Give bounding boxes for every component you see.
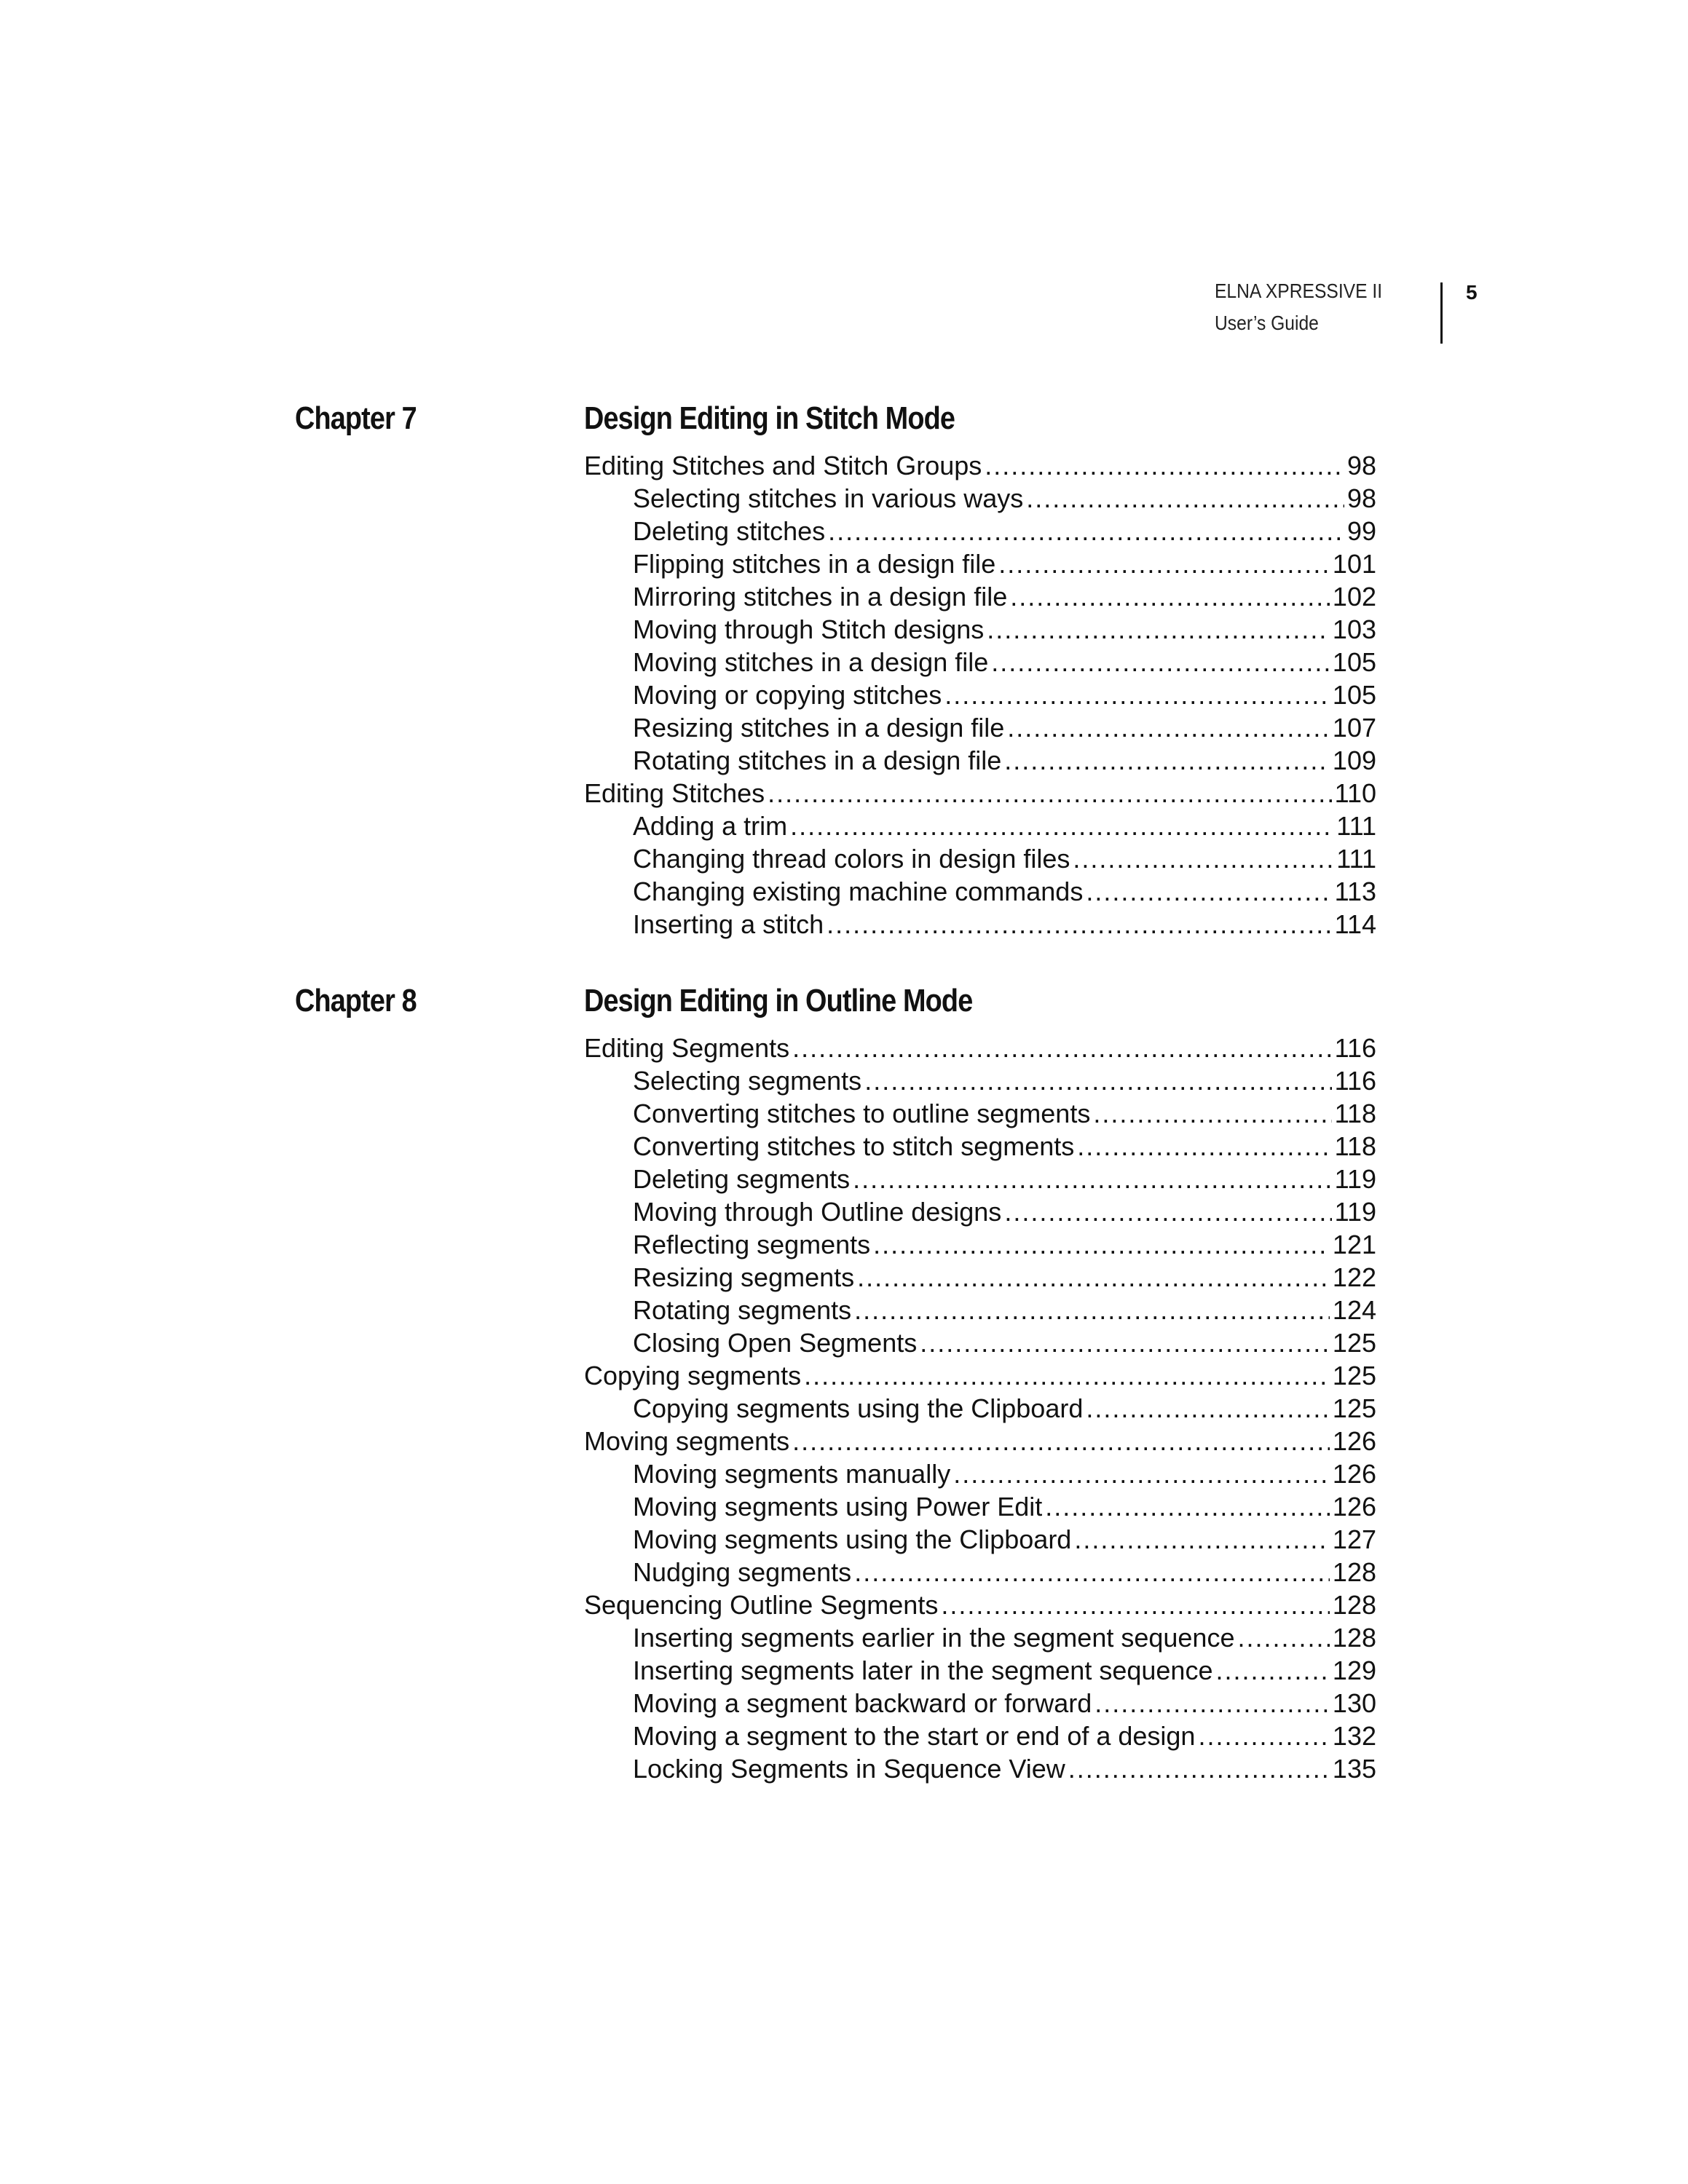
toc-entry[interactable] <box>584 1032 1376 1064</box>
toc-entry-title: Resizing stitches in a design file <box>633 713 1005 743</box>
toc-entry-title: Moving segments <box>584 1426 790 1456</box>
toc-entry-page: 109 <box>1332 745 1376 775</box>
toc-entry-page: 125 <box>1332 1361 1376 1390</box>
toc-entry[interactable] <box>584 1720 1376 1752</box>
toc-entry-title: Flipping stitches in a design file <box>633 549 996 579</box>
toc-entry-page: 110 <box>1334 778 1376 808</box>
dot-leader <box>1045 1490 1330 1523</box>
dot-leader <box>1004 1195 1331 1228</box>
dot-leader <box>1004 744 1330 777</box>
toc-entry-title: Sequencing Outline Segments <box>584 1590 939 1620</box>
toc-entry-title: Nudging segments <box>633 1557 852 1587</box>
toc-entry[interactable] <box>584 1228 1376 1261</box>
toc-entry[interactable] <box>584 1130 1376 1163</box>
dot-leader <box>854 1556 1330 1588</box>
dot-leader <box>920 1326 1330 1359</box>
toc-list <box>584 449 1376 941</box>
toc-entry-title: Editing Stitches and Stitch Groups <box>584 451 982 480</box>
toc-entry-title: Moving a segment to the start or end of a design <box>633 1721 1196 1751</box>
dot-leader <box>1095 1687 1330 1720</box>
toc-entry-title: Inserting segments earlier in the segment sequence <box>633 1623 1235 1653</box>
running-header <box>1215 275 1477 348</box>
dot-leader <box>873 1228 1330 1261</box>
toc-entry-title: Deleting segments <box>633 1164 851 1194</box>
toc-entry[interactable] <box>584 842 1376 875</box>
toc-entry-title: Converting stitches to outline segments <box>633 1099 1091 1128</box>
toc-entry-page: 121 <box>1332 1230 1376 1259</box>
dot-leader <box>998 547 1330 580</box>
toc-entry[interactable] <box>584 1654 1376 1687</box>
toc-entry[interactable] <box>584 711 1376 744</box>
toc-entry-title: Converting stitches to stitch segments <box>633 1131 1075 1161</box>
toc-entry[interactable] <box>584 482 1376 515</box>
toc-entry-page: 116 <box>1334 1033 1376 1063</box>
toc-entry-page: 111 <box>1336 844 1376 874</box>
dot-leader <box>828 515 1344 547</box>
toc-entry-title: Adding a trim <box>633 811 788 841</box>
header-guide-name: User’s Guide <box>1215 312 1319 334</box>
toc-entry-page: 128 <box>1332 1590 1376 1620</box>
dot-leader <box>1198 1720 1329 1752</box>
chapter-label: Chapter 7 <box>295 400 417 436</box>
page-number: 5 <box>1466 281 1478 304</box>
toc-entry[interactable] <box>584 678 1376 711</box>
toc-entry[interactable] <box>584 1523 1376 1556</box>
toc-entry-page: 125 <box>1332 1328 1376 1358</box>
toc-entry-page: 122 <box>1332 1262 1376 1292</box>
toc-entry[interactable] <box>584 613 1376 646</box>
dot-leader <box>790 810 1333 842</box>
dot-leader <box>768 777 1331 810</box>
toc-entry-page: 119 <box>1334 1164 1376 1194</box>
toc-entry[interactable] <box>584 908 1376 941</box>
dot-leader <box>944 678 1330 711</box>
toc-entry-title: Moving through Stitch designs <box>633 614 985 644</box>
dot-leader <box>792 1425 1330 1457</box>
toc-entry[interactable] <box>584 515 1376 547</box>
toc-entry-title: Inserting segments later in the segment sequence <box>633 1655 1213 1685</box>
toc-entry-page: 118 <box>1334 1099 1376 1128</box>
dot-leader <box>1026 482 1344 515</box>
toc-entry-page: 98 <box>1346 451 1376 480</box>
chapter-title: Design Editing in Stitch Mode <box>584 400 955 436</box>
toc-entry-page: 127 <box>1332 1524 1376 1554</box>
toc-entry[interactable] <box>584 547 1376 580</box>
toc-entry-title: Rotating stitches in a design file <box>633 745 1002 775</box>
toc-entry[interactable] <box>584 744 1376 777</box>
toc-entry-page: 129 <box>1332 1655 1376 1685</box>
toc-entry-page: 126 <box>1332 1459 1376 1489</box>
toc-entry-title: Inserting a stitch <box>633 909 824 939</box>
dot-leader <box>1093 1097 1331 1130</box>
toc-entry-page: 116 <box>1334 1066 1376 1096</box>
toc-entry[interactable] <box>584 1425 1376 1457</box>
toc-entry-page: 128 <box>1332 1557 1376 1587</box>
dot-leader <box>853 1163 1331 1195</box>
dot-leader <box>827 908 1331 941</box>
toc-entry-title: Locking Segments in Sequence View <box>633 1754 1065 1784</box>
toc-entry[interactable] <box>584 1588 1376 1621</box>
dot-leader <box>1007 711 1330 744</box>
toc-entry-page: 105 <box>1332 647 1376 677</box>
toc-entry-title: Copying segments using the Clipboard <box>633 1393 1084 1423</box>
toc-entry-title: Editing Segments <box>584 1033 790 1063</box>
toc-entry[interactable] <box>584 1621 1376 1654</box>
toc-entry-page: 102 <box>1332 582 1376 612</box>
dot-leader <box>985 449 1344 482</box>
toc-entry[interactable] <box>584 777 1376 810</box>
dot-leader <box>857 1261 1330 1294</box>
toc-entry-page: 101 <box>1332 549 1376 579</box>
toc-list <box>584 1032 1376 1785</box>
toc-entry[interactable] <box>584 1163 1376 1195</box>
dot-leader <box>1086 875 1331 908</box>
toc-entry[interactable] <box>584 1326 1376 1359</box>
dot-leader <box>864 1064 1331 1097</box>
dot-leader <box>804 1359 1330 1392</box>
toc-entry-title: Editing Stitches <box>584 778 765 808</box>
toc-entry-page: 105 <box>1332 680 1376 710</box>
toc-entry-page: 130 <box>1332 1688 1376 1718</box>
toc-entry-page: 126 <box>1332 1426 1376 1456</box>
toc-entry[interactable] <box>584 580 1376 613</box>
toc-entry[interactable] <box>584 1490 1376 1523</box>
toc-entry[interactable] <box>584 1392 1376 1425</box>
dot-leader <box>953 1457 1330 1490</box>
dot-leader <box>1074 1523 1330 1556</box>
dot-leader <box>991 646 1330 678</box>
toc-entry-page: 114 <box>1334 909 1376 939</box>
toc-entry-title: Resizing segments <box>633 1262 855 1292</box>
toc-entry-title: Reflecting segments <box>633 1230 871 1259</box>
toc-entry[interactable] <box>584 1752 1376 1785</box>
toc-entry-title: Rotating segments <box>633 1295 852 1325</box>
toc-entry-page: 111 <box>1336 811 1376 841</box>
toc-entry-title: Moving or copying stitches <box>633 680 942 710</box>
toc-entry[interactable] <box>584 449 1376 482</box>
toc-entry-page: 103 <box>1332 614 1376 644</box>
toc-entry-title: Moving stitches in a design file <box>633 647 989 677</box>
toc-entry[interactable] <box>584 1359 1376 1392</box>
toc-entry-page: 128 <box>1332 1623 1376 1653</box>
toc-entry-title: Changing existing machine commands <box>633 877 1084 906</box>
toc-entry[interactable] <box>584 646 1376 678</box>
toc-entry-title: Changing thread colors in design files <box>633 844 1070 874</box>
toc-entry-page: 118 <box>1334 1131 1376 1161</box>
toc-entry-page: 113 <box>1334 877 1376 906</box>
dot-leader <box>792 1032 1331 1064</box>
header-text <box>1215 275 1382 339</box>
toc-entry-title: Moving segments manually <box>633 1459 951 1489</box>
toc-entry-page: 135 <box>1332 1754 1376 1784</box>
header-divider <box>1440 282 1443 344</box>
toc-entry-page: 125 <box>1332 1393 1376 1423</box>
toc-entry-title: Selecting segments <box>633 1066 862 1096</box>
header-product-name: ELNA XPRESSIVE II <box>1215 280 1383 302</box>
dot-leader <box>1073 842 1333 875</box>
toc-entry-title: Mirroring stitches in a design file <box>633 582 1008 612</box>
toc-entry-title: Selecting stitches in various ways <box>633 483 1024 513</box>
toc-entry[interactable] <box>584 1261 1376 1294</box>
dot-leader <box>1215 1654 1329 1687</box>
dot-leader <box>1237 1621 1329 1654</box>
chapter-title: Design Editing in Outline Mode <box>584 983 973 1018</box>
toc-entry[interactable] <box>584 1097 1376 1130</box>
toc-entry-title: Deleting stitches <box>633 516 826 546</box>
dot-leader <box>1010 580 1330 613</box>
toc-entry-page: 107 <box>1332 713 1376 743</box>
toc-entry[interactable] <box>584 1064 1376 1097</box>
toc-entry[interactable] <box>584 1556 1376 1588</box>
toc-entry-page: 98 <box>1346 483 1376 513</box>
toc-entry[interactable] <box>584 1195 1376 1228</box>
dot-leader <box>1077 1130 1331 1163</box>
dot-leader <box>987 613 1330 646</box>
toc-entry[interactable] <box>584 810 1376 842</box>
dot-leader <box>941 1588 1330 1621</box>
toc-entry-title: Closing Open Segments <box>633 1328 918 1358</box>
toc-entry[interactable] <box>584 1687 1376 1720</box>
toc-entry-title: Moving through Outline designs <box>633 1197 1002 1227</box>
toc-entry-title: Moving a segment backward or forward <box>633 1688 1092 1718</box>
toc-entry-title: Moving segments using Power Edit <box>633 1492 1043 1522</box>
toc-entry-title: Moving segments using the Clipboard <box>633 1524 1072 1554</box>
toc-entry[interactable] <box>584 1294 1376 1326</box>
toc-entry[interactable] <box>584 1457 1376 1490</box>
toc-entry-page: 124 <box>1332 1295 1376 1325</box>
toc-entry-page: 126 <box>1332 1492 1376 1522</box>
dot-leader <box>1068 1752 1330 1785</box>
dot-leader <box>854 1294 1330 1326</box>
toc-entry-page: 119 <box>1334 1197 1376 1227</box>
toc-entry-page: 99 <box>1346 516 1376 546</box>
chapter-label: Chapter 8 <box>295 983 417 1018</box>
toc-entry-title: Copying segments <box>584 1361 802 1390</box>
toc-entry-page: 132 <box>1332 1721 1376 1751</box>
dot-leader <box>1086 1392 1330 1425</box>
toc-entry[interactable] <box>584 875 1376 908</box>
